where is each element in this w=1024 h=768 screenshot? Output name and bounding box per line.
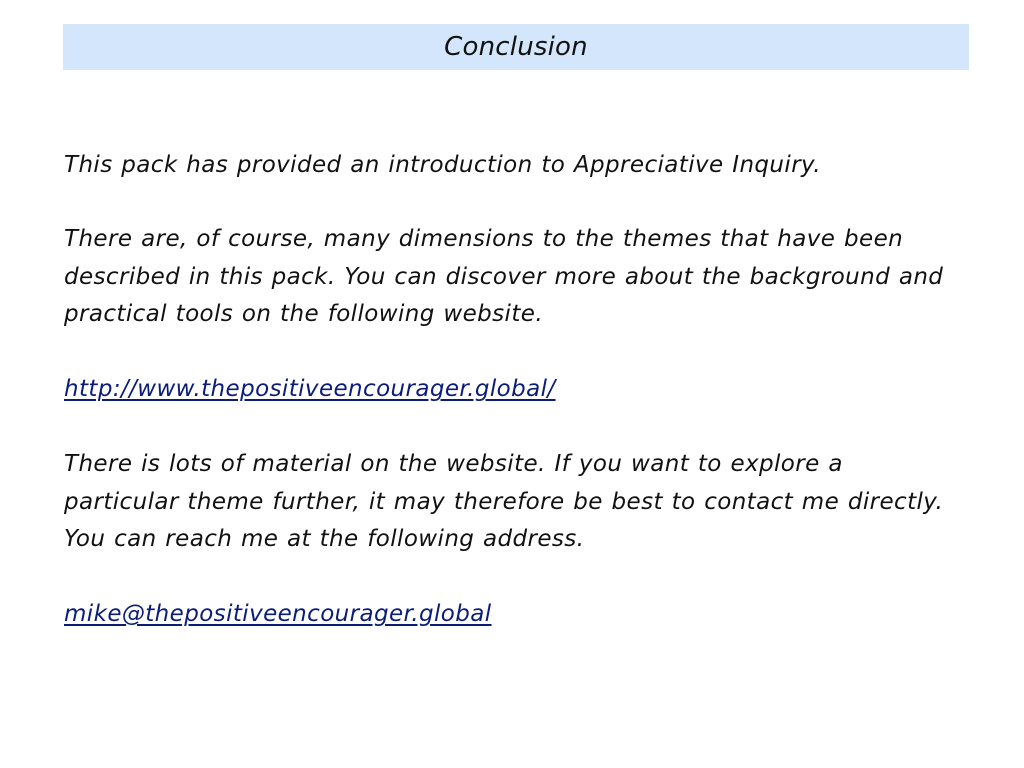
website-link[interactable]: http://www.thepositiveencourager.global/ [64, 376, 556, 402]
contact-paragraph: There is lots of material on the website. If you want to explore a particular theme further, it may therefore be best to contact me directly. You can reach me at the following address. [64, 451, 944, 552]
email-link[interactable]: mike@thepositiveencourager.global [64, 601, 492, 627]
dimensions-paragraph: There are, of course, many dimensions to the themes that have been described in this pack. You can discover more about the background and practical tools on the following website. [64, 226, 944, 327]
title-bar [63, 24, 969, 70]
page-title: Conclusion [444, 32, 588, 62]
intro-paragraph: This pack has provided an introduction to Appreciative Inquiry. [64, 152, 821, 178]
